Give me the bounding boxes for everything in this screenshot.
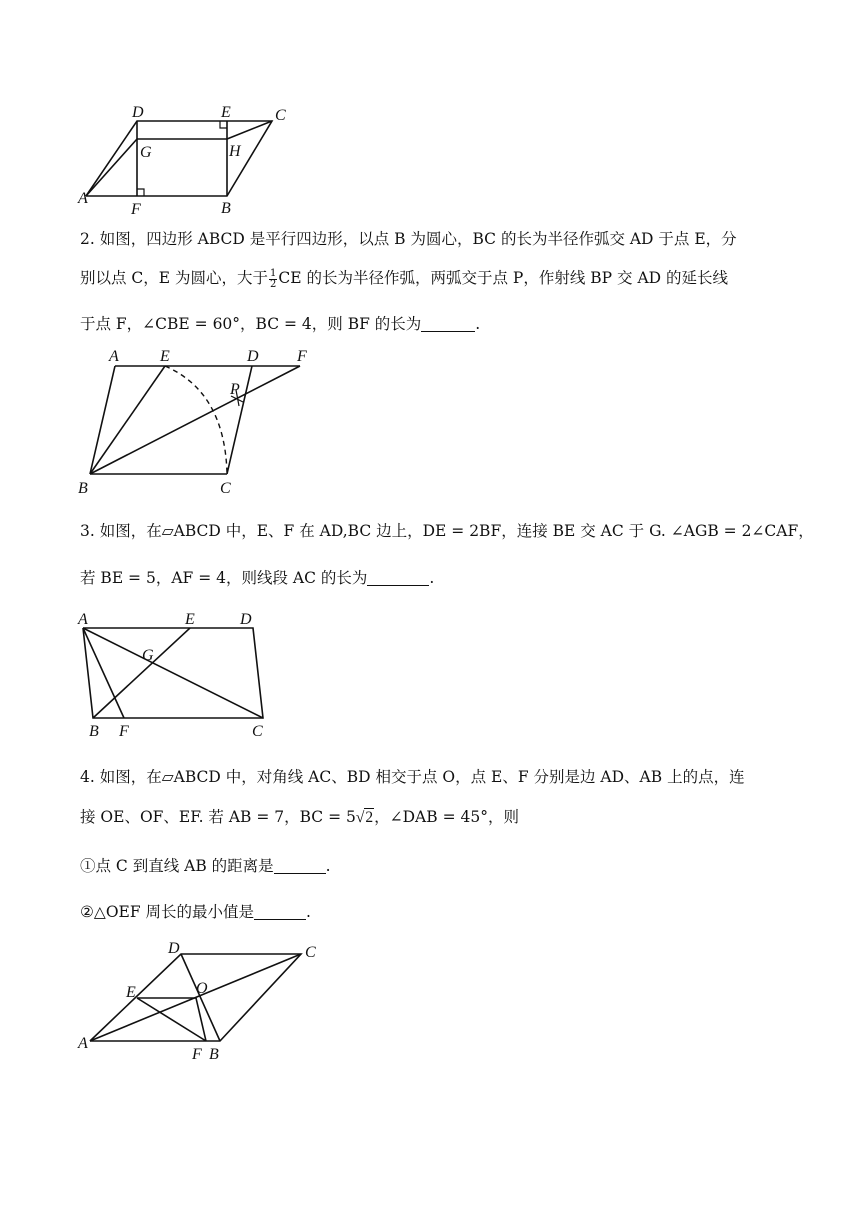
right-angle-mark-f [137,189,144,196]
label-a: A [78,190,88,207]
label-b: B [78,480,88,497]
figure-1-diagram [70,95,300,220]
q2-line-2-post: CE 的长为半径作弧，两弧交于点 P，作射线 BP 交 AD 的延长线 [278,269,729,287]
label-e: E [160,348,170,365]
label-o: O [196,980,208,997]
label-e: E [126,984,136,1001]
label-c: C [220,480,231,497]
q3-line-1: 3. 如图，在▱ABCD 中，E、F 在 AD,BC 边上，DE = 2BF，连接 BE 交 AC 于 G. ∠AGB = 2∠CAF， [80,522,814,540]
segment-hc [227,121,272,139]
sqrt-radicand: 2 [365,809,374,826]
label-d: D [168,940,180,957]
label-f: F [297,348,307,365]
segment-be [90,366,165,474]
label-g: G [142,647,154,664]
q2-line-2 [80,268,728,290]
label-d: D [240,611,252,628]
label-b: B [221,200,231,217]
answer-blank-q2[interactable] [421,317,475,332]
q4-sub-1-end: . [325,857,331,875]
segment-ab [90,366,115,474]
label-b: B [209,1046,219,1063]
answer-blank-q3[interactable] [367,571,429,586]
sqrt-expression: √2 [355,809,374,826]
label-p: P [230,381,240,398]
segment-ef [137,998,206,1041]
segment-ac [83,628,263,718]
q4-line-2 [80,807,519,828]
label-d: D [132,104,144,121]
segment-of [196,998,206,1041]
label-f: F [119,723,129,740]
q4-sub-2 [80,902,311,922]
figure-2-diagram [75,342,335,502]
q3-line-2 [80,568,434,588]
answer-blank-q4-1[interactable] [274,859,326,874]
fraction-denominator: 2 [270,278,277,290]
fraction-one-half [269,269,277,290]
figure-2 [75,342,335,502]
q4-line-1: 4. 如图，在▱ABCD 中，对角线 AC、BD 相交于点 O，点 E、F 分别是边 AD、AB 上的点，连 [80,768,745,786]
segment-af [83,628,124,718]
figure-1 [70,95,300,220]
q4-sub-2-text: ②△OEF 周长的最小值是 [80,903,255,921]
label-a: A [109,348,119,365]
q4-sub-2-end: . [306,903,311,921]
label-d: D [247,348,259,365]
label-g: G [140,144,152,161]
q2-line-1: 2. 如图，四边形 ABCD 是平行四边形，以点 B 为圆心，BC 的长为半径作弧交 AD 于点 E，分 [80,230,737,248]
fraction-numerator: 1 [270,267,277,279]
q3-line-2-end: . [429,569,435,587]
q2-line-3-text: 于点 F，∠CBE = 60°，BC = 4，则 BF 的长为 [80,315,422,333]
figure-3 [75,605,285,745]
right-angle-mark-e [220,121,227,128]
label-f: F [192,1046,202,1063]
label-e: E [185,611,195,628]
q2-line-3-end: . [475,315,481,333]
q2-line-2-pre: 别以点 C，E 为圆心，大于 [80,269,269,287]
label-h: H [229,143,241,160]
label-e: E [221,104,231,121]
q2-line-3 [80,314,480,334]
q4-line-2-post: ，∠DAB = 45°，则 [374,808,519,826]
q4-sub-1-text: ①点 C 到直线 AB 的距离是 [80,857,274,875]
label-c: C [252,723,263,740]
figure-3-diagram [75,605,285,745]
label-c: C [305,944,316,961]
answer-blank-q4-2[interactable] [254,905,306,920]
label-a: A [78,1035,88,1052]
q4-line-2-pre: 接 OE、OF、EF. 若 AB = 7，BC = 5 [80,808,356,826]
segment-ag [86,139,137,196]
label-a: A [78,611,88,628]
ray-bf [90,366,300,474]
label-f: F [131,201,141,218]
label-c: C [275,107,286,124]
figure-4 [75,935,335,1065]
segment-be [93,628,190,718]
label-b: B [89,723,99,740]
q4-sub-1 [80,856,331,876]
figure-4-diagram [75,935,335,1065]
q3-line-2-text: 若 BE = 5，AF = 4，则线段 AC 的长为 [80,569,368,587]
